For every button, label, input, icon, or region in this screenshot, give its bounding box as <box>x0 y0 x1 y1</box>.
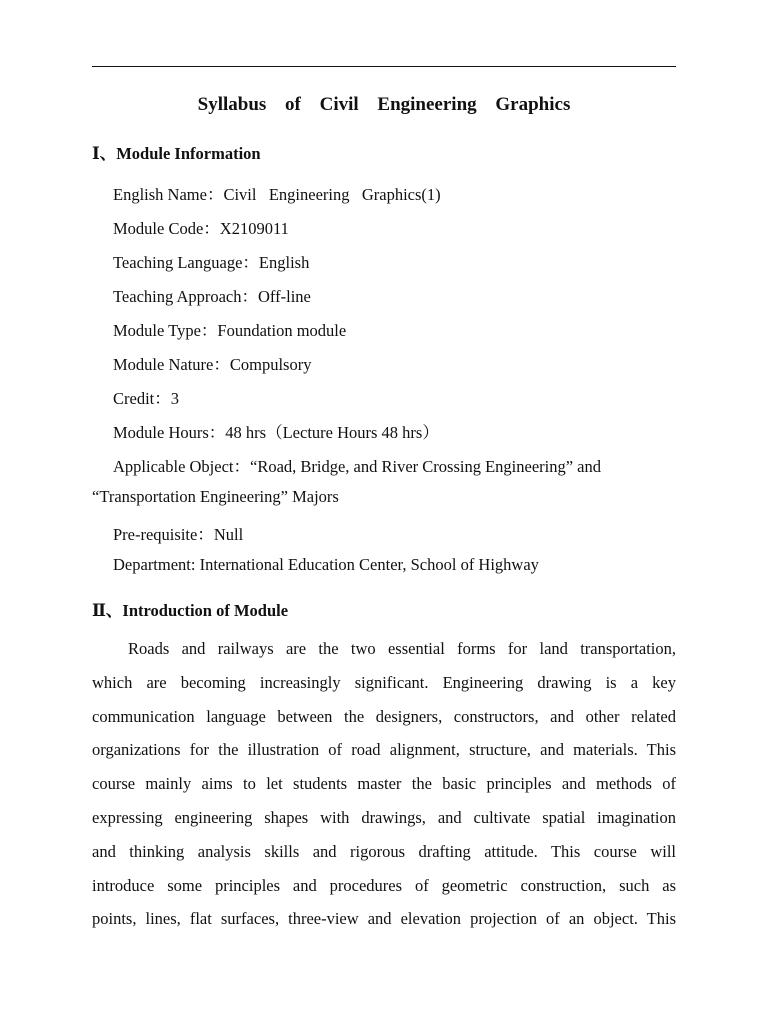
field-pre-requisite <box>113 521 243 545</box>
paragraph-line: and thinking analysis skills and rigorous drafting attitude. This course will <box>92 841 676 861</box>
field-module-hours <box>113 419 439 443</box>
field-value: Off-line <box>258 287 311 306</box>
field-english-name <box>113 181 441 205</box>
field-teaching-language <box>113 249 309 273</box>
field-label: Pre-requisite： <box>113 525 214 544</box>
field-label: Teaching Approach： <box>113 287 259 306</box>
field-value: Foundation module <box>217 321 347 340</box>
field-label: Applicable Object： <box>113 457 250 476</box>
field-value: X2109011 <box>219 219 289 238</box>
paragraph-line: organizations for the illustration of road alignment, structure, and materials. This <box>92 740 676 760</box>
field-value: Null <box>213 525 244 544</box>
field-module-nature <box>113 351 311 375</box>
section-heading-module-information: Ⅰ、Module Information <box>92 144 261 163</box>
section-heading-introduction-of-module: Ⅱ、Introduction of Module <box>92 601 289 620</box>
field-value: International Education Center, School of Highway <box>199 555 539 574</box>
paragraph-line: course mainly aims to let students master the basic principles and methods of <box>92 774 676 794</box>
field-teaching-approach <box>113 283 311 307</box>
field-value: 3 <box>170 389 179 408</box>
field-label: Module Hours： <box>113 423 226 442</box>
paragraph-line: points, lines, flat surfaces, three-view and elevation projection of an object. This <box>92 909 676 929</box>
field-applicable-object-continued: “Transportation Engineering” Majors <box>92 487 339 506</box>
field-label: Credit： <box>113 389 171 408</box>
field-value: Compulsory <box>229 355 312 374</box>
field-applicable-object <box>113 453 601 477</box>
field-label: Department: <box>113 555 200 574</box>
field-department <box>113 555 539 575</box>
paragraph-line: Roads and railways are the two essential forms for land transportation, <box>128 639 676 658</box>
paragraph-line: introduce some principles and procedures of geometric construction, such as <box>92 875 676 895</box>
document-title: Syllabus of Civil Engineering Graphics <box>197 94 571 115</box>
paragraph-line: which are becoming increasingly significant. Engineering drawing is a key <box>92 672 676 692</box>
paragraph-line: expressing engineering shapes with drawings, and cultivate spatial imagination <box>92 807 676 827</box>
introduction-paragraph <box>92 632 676 936</box>
field-value: English <box>258 253 310 272</box>
field-label: English Name： <box>113 185 224 204</box>
field-module-code <box>113 215 289 239</box>
field-value: 48 hrs（Lecture Hours 48 hrs） <box>225 423 439 442</box>
field-label: Module Code： <box>113 219 220 238</box>
paragraph-line: communication language between the designers, constructors, and other related <box>92 706 676 726</box>
field-module-type <box>113 317 346 341</box>
field-label: Teaching Language： <box>113 253 259 272</box>
header-rule <box>92 66 676 67</box>
field-value: “Road, Bridge, and River Crossing Engineering” and <box>250 457 602 476</box>
field-label: Module Type： <box>113 321 218 340</box>
field-label: Module Nature： <box>113 355 230 374</box>
field-value: Civil Engineering Graphics(1) <box>223 185 441 204</box>
field-credit <box>113 385 179 409</box>
